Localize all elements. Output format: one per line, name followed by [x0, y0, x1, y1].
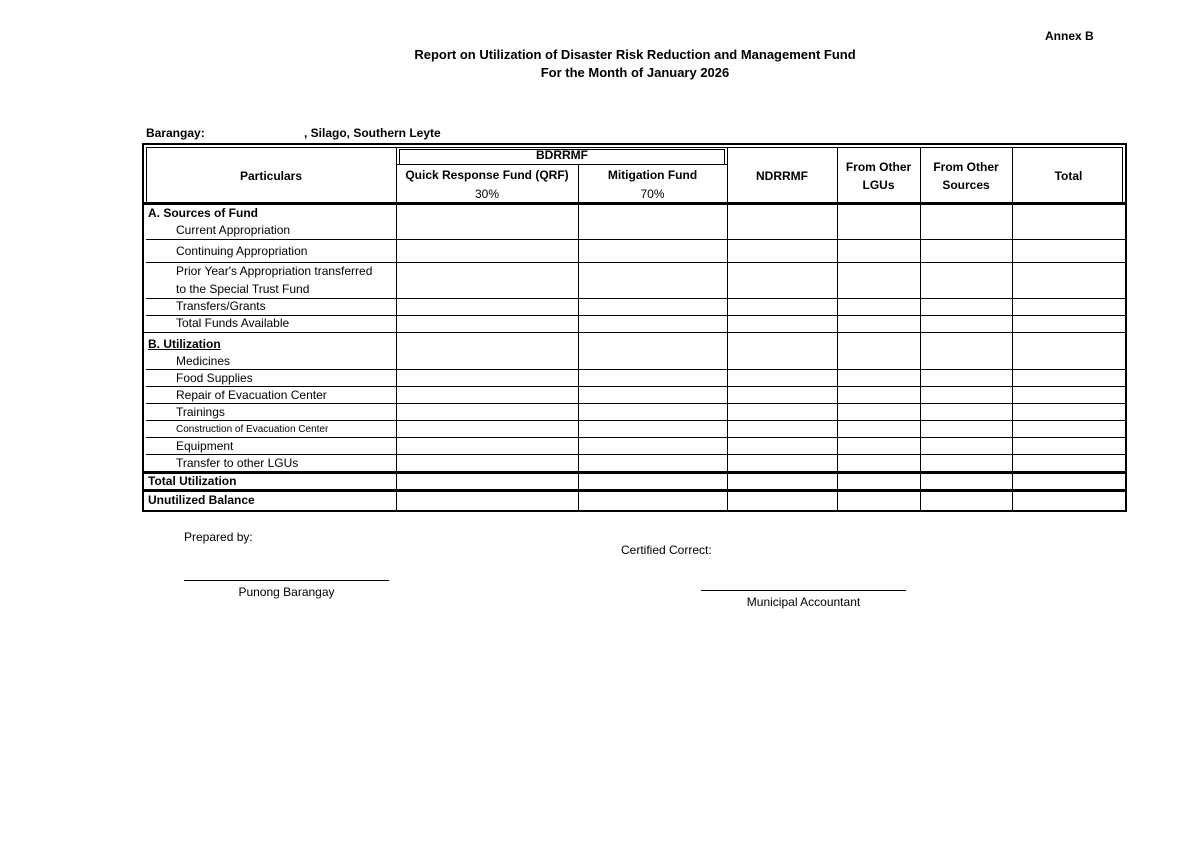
row-line	[146, 315, 1125, 316]
header-mitigation: Mitigation Fund	[607, 168, 698, 182]
bdrrmf-box-bottom	[396, 164, 728, 165]
report-period: For the Month of January 2026	[540, 65, 730, 80]
row-utilization: B. Utilization	[148, 337, 221, 351]
punong-barangay-label: Punong Barangay	[238, 585, 335, 599]
header-total: Total	[1054, 169, 1083, 183]
row-total-funds: Total Funds Available	[176, 316, 290, 330]
signature-line-punong	[184, 580, 389, 581]
row-food-supplies: Food Supplies	[176, 371, 253, 385]
row-equipment: Equipment	[176, 439, 234, 453]
header-divider	[144, 202, 1125, 205]
header-qrf-percent: 30%	[474, 187, 500, 201]
row-line-thick	[144, 489, 1125, 492]
prepared-by-label: Prepared by:	[184, 530, 253, 544]
row-prior-year-2: to the Special Trust Fund	[176, 282, 310, 296]
row-current-appropriation: Current Appropriation	[176, 223, 291, 237]
row-repair-evacuation: Repair of Evacuation Center	[176, 388, 327, 402]
row-medicines: Medicines	[176, 354, 231, 368]
certified-correct-label: Certified Correct:	[621, 543, 712, 557]
row-total-utilization: Total Utilization	[148, 474, 237, 488]
header-particulars: Particulars	[239, 169, 303, 183]
header-other-lgus-2: LGUs	[862, 178, 895, 192]
row-continuing-appropriation: Continuing Appropriation	[176, 244, 308, 258]
barangay-location: , Silago, Southern Leyte	[304, 126, 441, 140]
annex-label: Annex B	[1045, 29, 1094, 43]
header-qrf: Quick Response Fund (QRF)	[405, 168, 569, 182]
header-mitigation-percent: 70%	[640, 187, 665, 201]
row-line	[146, 369, 1125, 370]
row-prior-year: Prior Year's Appropriation transferred	[176, 264, 373, 278]
row-construction: Construction of Evacuation Center	[176, 424, 329, 435]
row-line	[146, 239, 1125, 240]
row-line	[144, 332, 1125, 333]
header-bdrrmf: BDRRMF	[536, 148, 588, 162]
col-divider	[578, 165, 579, 511]
row-unutilized-balance: Unutilized Balance	[148, 493, 255, 507]
header-other-lgus: From Other	[845, 160, 912, 174]
signature-line-accountant	[701, 590, 906, 591]
report-title: Report on Utilization of Disaster Risk Reduction and Management Fund	[414, 47, 856, 62]
header-other-sources-2: Sources	[942, 178, 990, 192]
row-transfer-lgus: Transfer to other LGUs	[176, 456, 299, 470]
row-line	[146, 298, 1125, 299]
barangay-label: Barangay:	[146, 126, 205, 140]
row-sources-of-fund: A. Sources of Fund	[148, 206, 259, 220]
row-trainings: Trainings	[176, 405, 225, 419]
row-transfers-grants: Transfers/Grants	[176, 299, 266, 313]
header-ndrrmf: NDRRMF	[756, 169, 808, 183]
municipal-accountant-label: Municipal Accountant	[746, 595, 861, 609]
header-other-sources: From Other	[933, 160, 999, 174]
